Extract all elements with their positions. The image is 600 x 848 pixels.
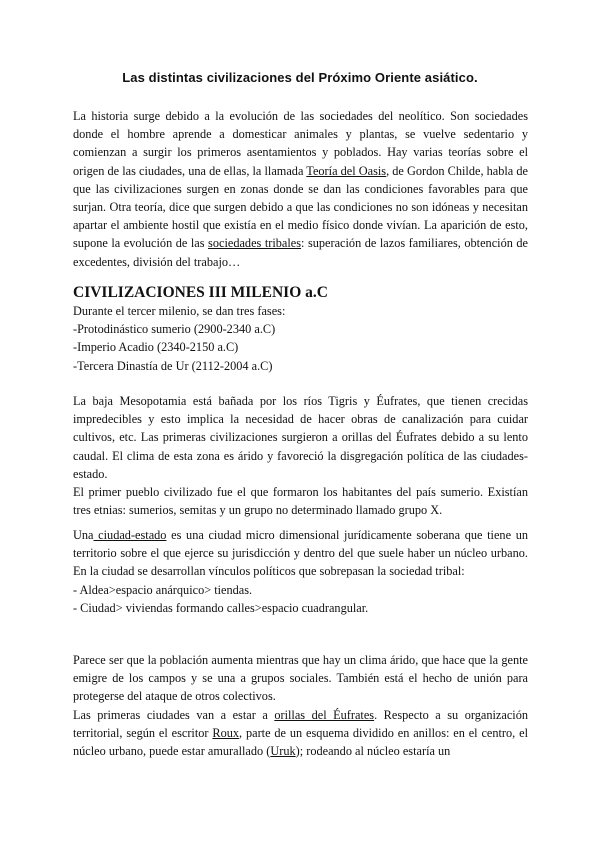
mesopotamia-section — [73, 392, 528, 519]
ciudad-estado-section — [73, 526, 528, 617]
section-heading: CIVILIZACIONES III MILENIO a.C — [73, 284, 328, 301]
intro-text-2: , de Gordon Childe, habla de que las civilizaciones surgen en zonas donde se dan las condiciones favorables para que surjan. Otra teoría, dice que surgen debido a que las condiciones no son idóneas y necesitan apartar el ambiente hostil que existía en el medio físico donde vivían. La aparición de esto, supone la evolución de las — [73, 163, 528, 251]
poblacion-text-4: ); rodeando al núcleo estaría un — [295, 744, 451, 759]
roux-link[interactable]: Roux — [212, 725, 240, 740]
intro-text-1: La historia surge debido a la evolución de las sociedades del neolítico. Son sociedades donde el hombre aprende a domesticar animales y plantas, se vuelve sedentario y comienzan a surgir los primeros asentamientos y poblados. Hay varias teorías sobre el origen de las ciudades, una de ellas, la llamada — [73, 109, 528, 178]
sumerios-paragraph: El primer pueblo civilizado fue el que formaron los habitantes del país sumerio. Existían tres etnias: sumerios, semitas y un grupo no determinado llamado grupo X. — [73, 485, 528, 518]
ciudad-item: - Ciudad> viviendas formando calles>espacio cuadrangular. — [73, 600, 369, 615]
uruk-link[interactable]: Uruk — [270, 744, 296, 759]
poblacion-text-1: Las primeras ciudades van a estar a — [73, 707, 275, 722]
phase-item: -Tercera Dinastía de Ur (2112-2004 a.C) — [73, 358, 273, 373]
poblacion-section — [73, 651, 528, 760]
sociedades-tribales-link[interactable]: sociedades tribales — [208, 236, 302, 251]
document-title: Las distintas civilizaciones del Próximo Oriente asiático. — [122, 70, 478, 85]
orillas-eufrates-link[interactable]: orillas del Éufrates — [274, 707, 375, 722]
ciudad-estado-link[interactable]: ciudad-estado — [93, 528, 167, 542]
phase-item: -Imperio Acadio (2340-2150 a.C) — [73, 340, 239, 355]
ciudad-text-2: es una ciudad micro dimensional jurídicamente soberana que tiene un territorio sobre el que ejerce su jurisdicción y dentro del que suele haber un núcleo urbano. En la ciudad se desarrollan vínculos políticos que sobrepasan la sociedad tribal: — [73, 528, 528, 579]
mesopotamia-paragraph: La baja Mesopotamia está bañada por los ríos Tigris y Éufrates, que tienen crecidas impredecibles y esto implica la necesidad de hacer obras de canalización para cuidar cultivos, etc. Las primeras civilizaciones surgieron a orillas del Éufrates debido a su lento caudal. El clima de esta zona es árido y favoreció la disgregación política de las ciudades-estado. — [73, 394, 528, 481]
phases-intro: Durante el tercer milenio, se dan tres fases: — [73, 304, 286, 318]
aldea-item: - Aldea>espacio anárquico> tiendas. — [73, 582, 253, 597]
teoria-oasis-link[interactable]: Teoría del Oasis — [306, 163, 387, 178]
intro-text-3: : superación de lazos familiares, obtención de excedentes, división del trabajo… — [73, 236, 528, 269]
intro-paragraph — [73, 107, 528, 271]
poblacion-text-3: , parte de un esquema dividido en anillos: en el centro, el núcleo urbano, puede estar amurallado ( — [73, 725, 528, 759]
ciudad-text-1: Una — [73, 528, 94, 542]
poblacion-text-2: . Respecto a su organización territorial, según el escritor — [73, 707, 528, 740]
phase-item: -Protodinástico sumerio (2900-2340 a.C) — [73, 322, 276, 337]
poblacion-paragraph: Parece ser que la población aumenta mientras que hay un clima árido, que hace que la gente emigre de los campos y se una a grupos sociales. También está el hecho de unión para protegerse del ataque de otros colectivos. — [73, 653, 528, 704]
phases-list — [73, 302, 528, 375]
